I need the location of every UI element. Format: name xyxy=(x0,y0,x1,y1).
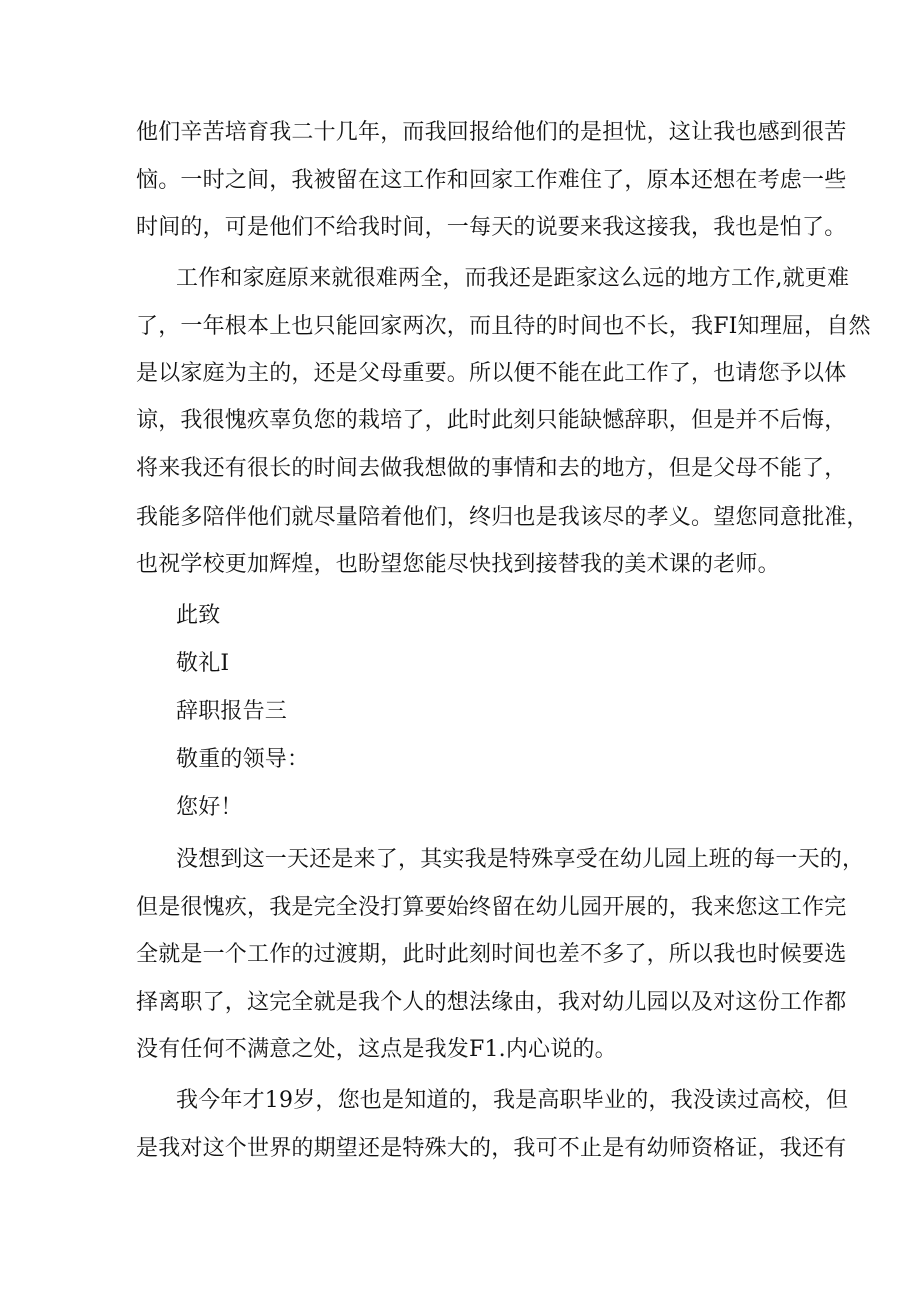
paragraph-line: 没有任何不满意之处，这点是我发F1.内心说的。 xyxy=(136,1037,617,1062)
paragraph-line: 时间的，可是他们不给我时间，一每天的说要来我这接我，我也是怕了。 xyxy=(136,215,847,240)
salutation: 敬重的领导： xyxy=(176,747,310,772)
paragraph-line: 将来我还有很长的时间去做我想做的事情和去的地方，但是父母不能了， xyxy=(136,456,847,481)
closing-line: 此致 xyxy=(176,603,221,628)
paragraph-line: 择离职了，这完全就是我个人的想法缘由，我对幼儿园以及对这份工作都 xyxy=(136,990,847,1015)
paragraph-line: 是我对这个世界的期望还是特殊大的，我可不止是有幼师资格证，我还有 xyxy=(136,1136,847,1161)
paragraph-line: 工作和家庭原来就很难两全，而我还是距家这么远的地方工作,就更难 xyxy=(176,266,850,291)
section-title: 辞职报告三 xyxy=(176,699,288,724)
paragraph-line: 没想到这一天还是来了，其实我是特殊享受在幼儿园上班的每一天的， xyxy=(176,847,865,872)
greeting: 您好！ xyxy=(176,795,243,820)
paragraph-line: 谅，我很愧疚辜负您的栽培了，此时此刻只能缺憾辞职，但是并不后悔， xyxy=(136,408,847,433)
paragraph-line: 但是很愧疚，我是完全没打算要始终留在幼儿园开展的，我来您这工作完 xyxy=(136,895,847,920)
paragraph-line: 是以家庭为主的，还是父母重要。所以便不能在此工作了，也请您予以体 xyxy=(136,361,847,386)
paragraph-line: 了，一年根本上也只能回家两次，而且待的时间也不长，我FI知理屈，自然 xyxy=(136,314,871,339)
paragraph-line: 恼。一时之间，我被留在这工作和回家工作难住了，原本还想在考虑一些 xyxy=(136,168,847,193)
paragraph-line: 我能多陪伴他们就尽量陪着他们，终归也是我该尽的孝义。望您同意批准， xyxy=(136,505,869,530)
paragraph-line: 也祝学校更加辉煌，也盼望您能尽快找到接替我的美术课的老师。 xyxy=(136,552,780,577)
closing-line: 敬礼I xyxy=(176,651,230,676)
paragraph-line: 我今年才19岁，您也是知道的，我是高职毕业的，我没读过高校，但 xyxy=(176,1088,849,1113)
paragraph-line: 全就是一个工作的过渡期，此时此刻时间也差不多了，所以我也时候要选 xyxy=(136,942,847,967)
paragraph-line: 他们辛苦培育我二十几年，而我回报给他们的是担忧，这让我也感到很苦 xyxy=(136,120,847,145)
